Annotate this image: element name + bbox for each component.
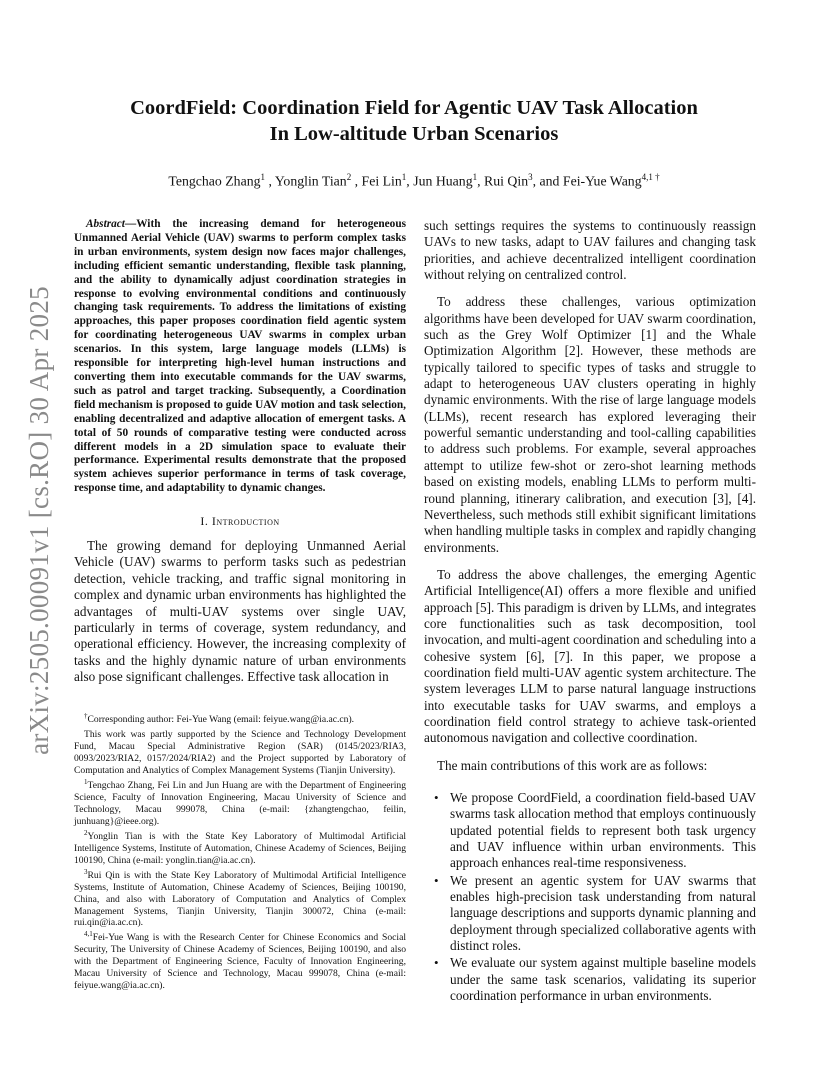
author-name: Rui Qin [484,173,529,189]
footnote [74,777,406,828]
bullet-glyph: • [434,955,439,971]
footnote [74,867,406,930]
body-paragraph: The main contributions of this work are as follows: [437,757,708,773]
footnote-text: Corresponding author: Fei-Yue Wang (email: feiyue.wang@ia.ac.cn). [87,714,355,726]
author-affiliation-sup: 1 [401,172,407,182]
author-separator: , [406,173,414,189]
body-paragraph: such settings requires the systems to continuously reassign UAVs to new tasks, adapt to UAV failures and changing task priorities, and achieve decentralized intelligent coordination without relying on centralized control. [424,218,756,283]
footnote-text: Tengchao Zhang, Fei Lin and Jun Huang are with the Department of Engineering Science, Faculty of Innovation Engineering, Macau University of Science and Technology, Macau 999078, China (e-mail: {zhangtengchao, feilin, junhuang}@ieee.org). [74,780,406,827]
footnote-marker: 2 [84,828,88,837]
footnote [74,711,406,726]
author-affiliation-sup: 1 [260,172,265,182]
list-item-text: We evaluate our system against multiple baseline models under the same task scenarios, validating its superior coordination performance in urban environments. [450,955,756,1004]
author-separator: , and [532,173,563,189]
abstract [74,218,406,496]
footnote-marker: † [84,712,88,720]
author-name: Fei-Yue Wang [562,173,642,189]
abstract-label: Abstract [86,218,125,230]
author-affiliation-sup: 2 [346,172,352,182]
arxiv-identifier-stamp [19,285,59,755]
list-item [424,955,756,1004]
footnote [74,726,406,777]
bullet-glyph: • [434,790,439,805]
footnote-text: Rui Qin is with the State Key Laboratory of Multimodal Artificial Intelligence Systems, Institute of Automation, Chinese Academy of Sciences, Beijing 100190, China, and also with Laboratory of Computation and Analytics of Complex Management Systems, Tianjin University, Tianjin 300072, China (e-mail: rui.qin@ia.ac.cn). [74,869,406,929]
author-affiliation-sup: 3 [528,172,533,182]
title-line-1: CoordField: Coordination Field for Agentic UAV Task Allocation [130,97,698,119]
list-item-text: We present an agentic system for UAV swarms that enables high-precision task understanding from natural language descriptions and supports dynamic planning and deployment through specialized collaborative agents with distinct roles. [450,872,756,954]
arxiv-id-text: arXiv:2505.00091v1 [cs.RO] 30 Apr 2025 [23,285,54,755]
footnote-text: Yonglin Tian is with the State Key Laboratory of Multimodal Artificial Intelligence Systems, Institute of Automation, Chinese Academy of Sciences, Beijing 100190, China (e-mail: yonglin.tian@ia.ac.cn). [74,830,406,866]
author-separator: , [477,173,485,189]
list-item [424,873,756,955]
footnote-text: This work was partly supported by the Science and Technology Development Fund, Macau Special Administrative Region (SAR) (0145/2023/RIA3, 0093/2023/RIA2, 0157/2024/RIA2) and the Project supported by Laboratory of Computation and Analytics of Complex Management Systems (Tianjin University). [74,729,406,776]
footnote-marker: 3 [84,867,88,876]
footnote [74,929,406,992]
footnote [74,828,406,867]
section-heading-introduction: I. Introduction [200,514,280,529]
list-item [424,790,756,872]
intro-paragraph: The growing demand for deploying Unmanned Aerial Vehicle (UAV) swarms to perform tasks such as pedestrian detection, vehicle tracking, and traffic signal monitoring in complex and dynamic urban environments has highlighted the advantages of multi-UAV systems over single UAV, particularly in terms of coverage, system redundancy, and operational efficiency. However, the increasing complexity of tasks and the highly dynamic nature of urban environments also pose significant challenges. Effective task allocation in [74,538,406,684]
author-name: Yonglin Tian [274,173,347,189]
body-paragraph: To address these challenges, various optimization algorithms have been developed for UAV swarm coordination, such as the Grey Wolf Optimizer [1] and the Whale Optimization Algorithm [2]. However, these methods are typically tailored to specific types of tasks and struggle to adapt to heterogeneous UAV clusters operating in highly dynamic environments. With the rise of large language models (LLMs), recent research has explored leveraging their powerful semantic understanding and tool-calling capabilities to address such problems. For example, several approaches attempt to utilize few-shot or zero-shot learning methods based on existing models, enabling LLMs to perform multi-round planning, itinerary calibration, and execution [3], [4]. Nevertheless, such methods still exhibit significant limitations when handling multiple tasks in complex and rapidly changing environments. [424,294,756,555]
bullet-glyph: • [434,872,439,888]
right-column [424,218,756,1005]
author-separator: , [265,173,275,189]
author-name: Tengchao Zhang [168,173,261,189]
list-item-text: We propose CoordField, a coordination field-based UAV swarms task allocation method that employs continuously updated potential fields to represent both task urgency and UAV influence within urban environments. This approach enhances real-time responsiveness. [450,790,756,871]
paper-title [74,95,754,147]
footnote-text: Fei-Yue Wang is with the Research Center for Chinese Economics and Social Security, The University of Chinese Academy of Sciences, Beijing 100190, and also with the Department of Engineering Science, Faculty of Innovation Engineering, Macau University of Science and Technology, Macau 999078, China (e-mail: feiyue.wang@ia.ac.cn). [74,932,406,992]
author-affiliation-sup: 4,1 † [641,172,660,182]
abstract-text: —With the increasing demand for heterogeneous Unmanned Aerial Vehicle (UAV) swarms to perform complex tasks in urban environments, system design now faces major challenges, including efficient semantic understanding, flexible task planning, and the ability to dynamically adjust coordination strategies in response to evolving environmental conditions and continuously changing task requirements. To address the limitations of existing approaches, this paper proposes coordination field agentic system for coordinating heterogeneous UAV swarms in complex urban scenarios. In this system, large language models (LLMs) is responsible for interpreting high-level human instructions and converting them into executable commands for the UAV swarms, such as patrol and target tracking. Subsequently, a Coordination field mechanism is proposed to guide UAV motion and task selection, enabling decentralized and adaptive allocation of emergent tasks. A total of 50 rounds of comparative testing were conducted across different models in a 2D simulation space to evaluate their performance. Experimental results demonstrate that the proposed system achieves superior performance in terms of task coverage, response time, and adaptability to dynamic changes. [74,218,406,495]
body-paragraph: To address the above challenges, the emerging Agentic Artificial Intelligence(AI) offers a more flexible and unified approach [5]. This paradigm is driven by LLMs, and integrates core functionalities such as task decomposition, tool invocation, and multi-agent coordination and scheduling into a cohesive system [6], [7]. In this paper, we propose a coordination field multi-UAV agentic system architecture. The system leverages LLM to parse natural language instructions into executable tasks for UAV swarms, and employs a coordination field control strategy to achieve task-oriented autonomous navigation and collective coordination. [424,566,756,746]
contributions-list [424,790,756,1004]
author-affiliation-sup: 1 [472,172,478,182]
left-column [74,218,406,685]
footnote-marker: 1 [84,777,88,786]
author-name: Fei Lin [361,173,402,189]
author-name: Jun Huang [413,173,473,189]
title-line-2: In Low-altitude Urban Scenarios [269,123,559,145]
author-list [74,172,754,190]
footnotes [74,711,406,992]
footnote-marker: 4,1 [84,930,93,939]
author-separator: , [351,173,362,189]
